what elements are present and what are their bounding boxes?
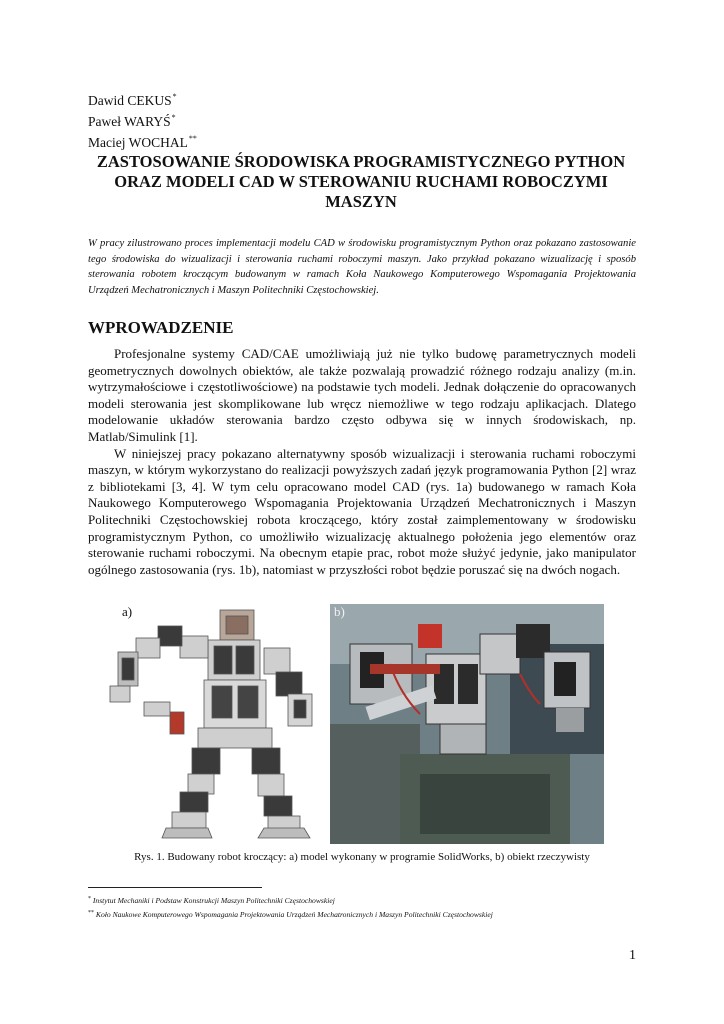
author-2-mark: *: [171, 113, 176, 122]
figure-label-a: a): [122, 604, 133, 619]
author-list: [88, 88, 197, 151]
section-body: [88, 346, 636, 578]
footnote-2: ** Koło Naukowe Komputerowego Wspomagania Projektowania Urządzeń Mechatronicznych i Maszyn Politechniki Częstochowskiej: [88, 910, 493, 919]
cad-robot-model-image: [108, 606, 324, 842]
paragraph-2: W niniejszej pracy pokazano alternatywny sposób wizualizacji i sterowania ruchami roboczymi maszyn, w którym wykorzystano do realizacji powyższych zadań język programowania Python [2] wraz z bibliotekami [3, 4]. W tym celu opracowano model CAD (rys. 1a) budowanego w ramach Koła Naukowego Komputerowego Wspomagania Projektowania Urządzeń Mechatronicznych i Maszyn Politechniki Częstochowskiej robota kroczącego, który został zaimplementowany w środowisku programistycznym Python, co umożliwiło wizualizację aktualnego położenia jego elementów oraz sterowanie ruchami roboczymi. Na obecnym etapie prac, robot może służyć jedynie, jako manipulator ogólnego zastosowania (rys. 1b), natomiast w przyszłości robot będzie poruszać się na dwóch nogach.: [88, 445, 636, 577]
paper-title: [80, 152, 642, 212]
footnotes: [88, 893, 493, 921]
page-number: 1: [629, 948, 636, 963]
abstract: W pracy zilustrowano proces implementacji modelu CAD w środowisku programistycznym Python oraz pokazano zastosowanie tego środowiska do wizualizacji i sterowania ruchami roboczymi maszyn. Jako przykład pokazano wizualizację i sposób sterowania robotem kroczącym budowanym w ramach Koła Naukowego Komputerowego Wspomagania Projektowania Urządzeń Mechatronicznych i Maszyn Politechniki Częstochowskiej.: [88, 238, 636, 296]
footnote-1: * Instytut Mechaniki i Podstaw Konstrukcji Maszyn Politechniki Częstochowskiej: [88, 896, 335, 905]
figure-caption: Rys. 1. Budowany robot kroczący: a) model wykonany w programie SolidWorks, b) obiekt rzeczywisty: [134, 851, 590, 863]
footnote-divider: [88, 887, 262, 888]
author-3: Maciej WOCHAL**: [88, 134, 197, 150]
title-line-1: ZASTOSOWANIE ŚRODOWISKA PROGRAMISTYCZNEGO PYTHON: [96, 152, 626, 171]
title-line-3: MASZYN: [325, 192, 397, 211]
paragraph-1: Profesjonalne systemy CAD/CAE umożliwiają już nie tylko budowę parametrycznych modeli geometrycznych dowolnych obiektów, ale także pozwalają prowadzić różnego rodzaju analizy (m.in. wytrzymałościowe i częstotliwościowe) na podstawie tych modeli. Jednak dołączenie do opracowanych modeli sterowania jest skomplikowane lub wręcz niemożliwe w tego rodzaju aplikacjach. Dlatego modelowanie układów sterowania bardzo często odbywa się w innych środowiskach, np. Matlab/Simulink [1].: [88, 346, 636, 444]
real-robot-photo: [330, 604, 604, 844]
author-3-mark: **: [188, 134, 197, 143]
author-2: Paweł WARYŚ*: [88, 113, 176, 129]
title-line-2: ORAZ MODELI CAD W STEROWANIU RUCHAMI ROBOCZYMI: [114, 172, 608, 191]
author-1: Dawid CEKUS*: [88, 92, 177, 108]
figure-label-b: b): [334, 604, 345, 619]
section-heading: WPROWADZENIE: [88, 318, 234, 337]
author-1-mark: *: [172, 92, 177, 101]
